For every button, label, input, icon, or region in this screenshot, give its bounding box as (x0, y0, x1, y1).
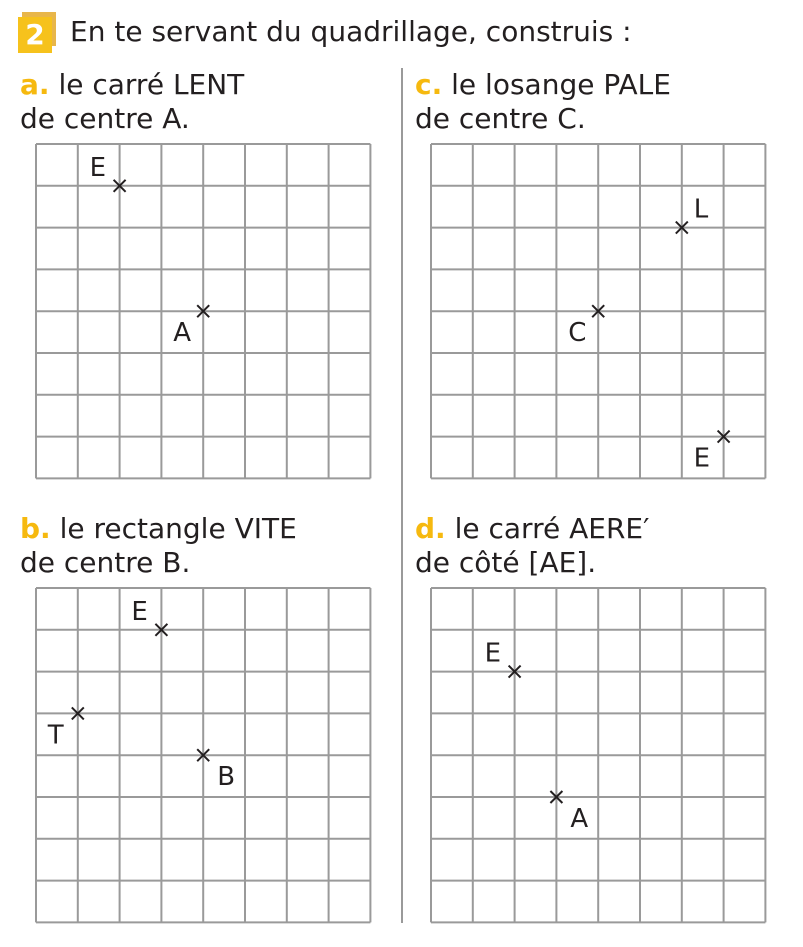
section-letter: a. (20, 68, 50, 101)
section-task: le carré AERE′ (454, 512, 650, 545)
point-label: A (570, 804, 589, 834)
grid-section-b (30, 582, 380, 930)
section-condition: de centre B. (20, 546, 191, 579)
section-task: le rectangle VITE (59, 512, 297, 545)
section-d-title (415, 512, 649, 580)
grid-section-c (425, 138, 775, 486)
section-letter: c. (415, 68, 443, 101)
point-label: E (89, 152, 107, 183)
point-label: E (693, 443, 711, 474)
section-task: le losange PALE (451, 68, 671, 101)
grid-section-d (425, 582, 775, 930)
exercise-number-badge: 2 (18, 17, 52, 53)
section-condition: de centre A. (20, 102, 190, 135)
grid-section-a (30, 138, 380, 486)
point-label: A (173, 318, 191, 349)
exercise-instruction: En te servant du quadrillage, construis : (70, 15, 632, 48)
section-task: le carré LENT (58, 68, 245, 101)
section-condition: de côté [AE]. (415, 546, 597, 579)
section-a-title (20, 68, 244, 136)
section-letter: d. (415, 512, 446, 545)
point-label: T (47, 720, 64, 751)
point-label: C (568, 318, 587, 349)
column-divider (401, 68, 403, 923)
section-letter: b. (20, 512, 51, 545)
section-c-title (415, 68, 671, 136)
section-b-title (20, 512, 297, 580)
point-label: E (131, 596, 148, 627)
point-label: E (484, 638, 502, 669)
point-label: B (217, 762, 236, 793)
section-condition: de centre C. (415, 102, 586, 135)
point-label: L (693, 194, 709, 225)
